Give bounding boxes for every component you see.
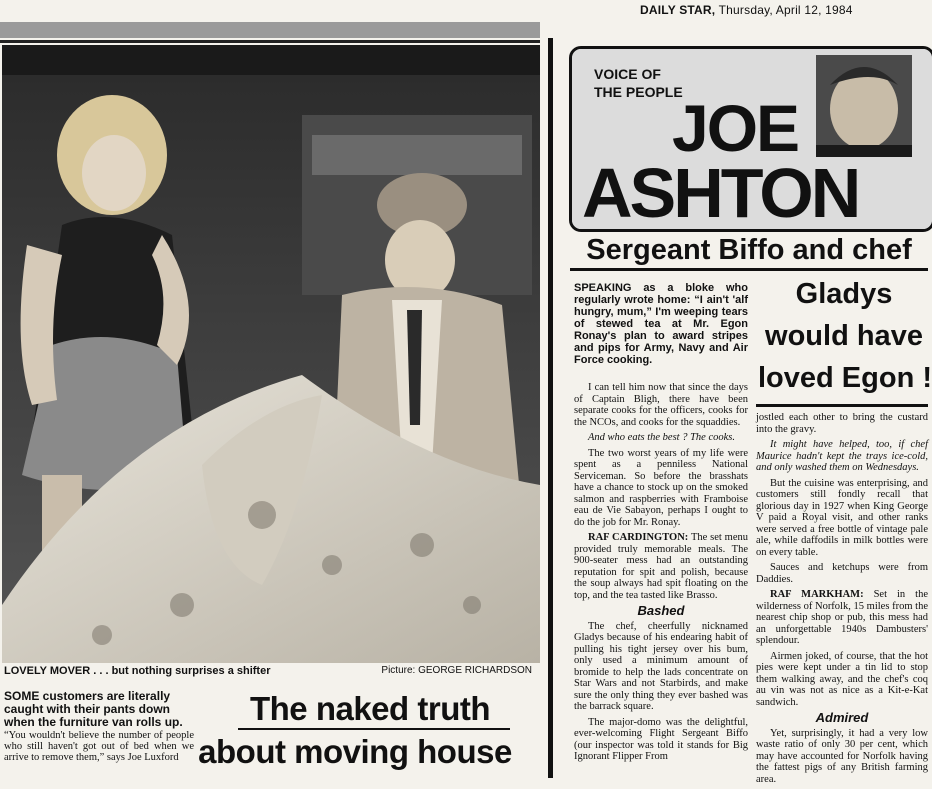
column-headline-line3: would have <box>765 320 923 352</box>
column-logo <box>569 46 932 232</box>
masthead <box>640 3 930 17</box>
para-6: The major-domo was the delightful, ever-welcoming Flight Sergeant Biffo (our inspector was told it stands for Big Ignorant Flipper From <box>574 716 748 762</box>
para-2: And who eats the best ? The cooks. <box>588 432 735 443</box>
right-para-5-text: Set in the wilderness of Norfolk, 15 miles from the nearest chip shop or pub, this mess had an unforgettable 1940s Dambusters' splendour. <box>756 589 928 646</box>
right-para-5-lead: RAF MARKHAM: <box>770 589 864 600</box>
para-4-text: The set menu provided truly memorable meals. The 900-seater mess had an outstanding reputation for spit and polish, because the soup always had spit floating on the top, and the tea tasted like Brasso. <box>574 532 748 601</box>
column-intro <box>574 282 748 370</box>
logo-name-last: ASHTON <box>582 154 859 229</box>
caption-text: LOVELY MOVER . . . but nothing surprises a shifter <box>4 665 271 677</box>
top-rule <box>0 22 540 38</box>
photo <box>2 45 540 663</box>
photo-image <box>2 45 540 663</box>
headline-rule-2 <box>756 404 928 407</box>
column-logo-art <box>572 49 932 229</box>
right-para-5 <box>756 589 928 647</box>
right-para-7: Yet, surprisingly, it had a very low waste ratio of only 30 per cent, which may have accounted for Norfolk having the fattest pigs of any British farming area. <box>756 727 928 785</box>
right-para-6: Airmen joked, of course, that the hot pies were kept under a tin lid to stop them walking away, and the chef's coq au vin was not as nice as a Kit-e-Kat sandwich. <box>756 650 928 708</box>
logo-kicker-1: VOICE OF <box>594 66 661 82</box>
headline-rule <box>238 728 510 730</box>
intro-text: SPEAKING as a bloke who regularly wrote home: “I ain't 'alf hungry, mum,” I'm weeping tears of stewed tea at Mr. Egon Ronay's plan to award stripes and pips for Army, Navy and Air Force cooking. <box>574 282 748 366</box>
right-para-2: It might have helped, too, if chef Maurice hadn't kept the trays ice-cold, and only washed them on Wednesdays. <box>756 439 928 473</box>
column-headline-line4: loved Egon ! <box>758 362 932 394</box>
column-headline-line2: Gladys <box>795 278 893 310</box>
photo-credit: Picture: GEORGE RICHARDSON <box>381 665 532 676</box>
para-1: I can tell him now that since the days of Captain Bligh, there have been separate cooks for the officers, cooks for the NCOs, and cooks for the squaddies. <box>574 382 748 428</box>
story-body: “You wouldn't believe the number of people who still haven't got out of bed when we arrive to remove them,” says Joe Luxford <box>4 730 194 763</box>
right-para-1: jostled each other to bring the custard into the gravy. <box>756 412 928 435</box>
para-5: The chef, cheerfully nicknamed Gladys because of his endearing habit of pulling his tight jersey over his bum, only used a minimum amount of bromide to help the lads concentrate on Star Wars and not Starbirds, and make sure the only thing they ever bashed was the barrack square. <box>574 620 748 712</box>
subhead-admired: Admired <box>815 710 869 725</box>
para-4 <box>574 532 748 601</box>
right-para-4: Sauces and ketchups were from Daddies. <box>756 562 928 585</box>
column-headline-line1: Sergeant Biffo and chef <box>586 234 912 266</box>
subhead-bashed: Bashed <box>637 603 685 618</box>
story-headline-line2: about moving house <box>198 733 512 770</box>
masthead-date: Thursday, April 12, 1984 <box>718 3 853 17</box>
logo-kicker-2: THE PEOPLE <box>594 84 683 100</box>
para-3: The two worst years of my life were spent as a penniless National Serviceman. So before the brasshats have a chance to stock up on the smoked salmon and raspberries with Framboise eau de Vie Sabayon, perhaps I ought to do the job for Mr. Ronay. <box>574 447 748 528</box>
story-lede: SOME customers are literally caught with their pants down when the furniture van rolls up. <box>4 689 183 729</box>
headline-rule-1 <box>570 268 928 271</box>
top-rule-line <box>0 40 540 43</box>
photo-caption <box>4 665 540 681</box>
masthead-paper: DAILY STAR, <box>640 3 716 17</box>
column-left-text <box>574 382 748 767</box>
para-4-lead: RAF CARDINGTON: <box>588 532 689 543</box>
story-headline-line1: The naked truth <box>249 690 491 727</box>
column-right-text <box>756 412 928 789</box>
logo-name-first: JOE <box>672 91 799 165</box>
right-para-3: But the cuisine was enterprising, and customers still fondly recall that glorious day in 1927 when King George V paid a Royal visit, and other ranks were served a free bottle of vintage pale ale, while daffodils in milk bottles were on every table. <box>756 477 928 558</box>
